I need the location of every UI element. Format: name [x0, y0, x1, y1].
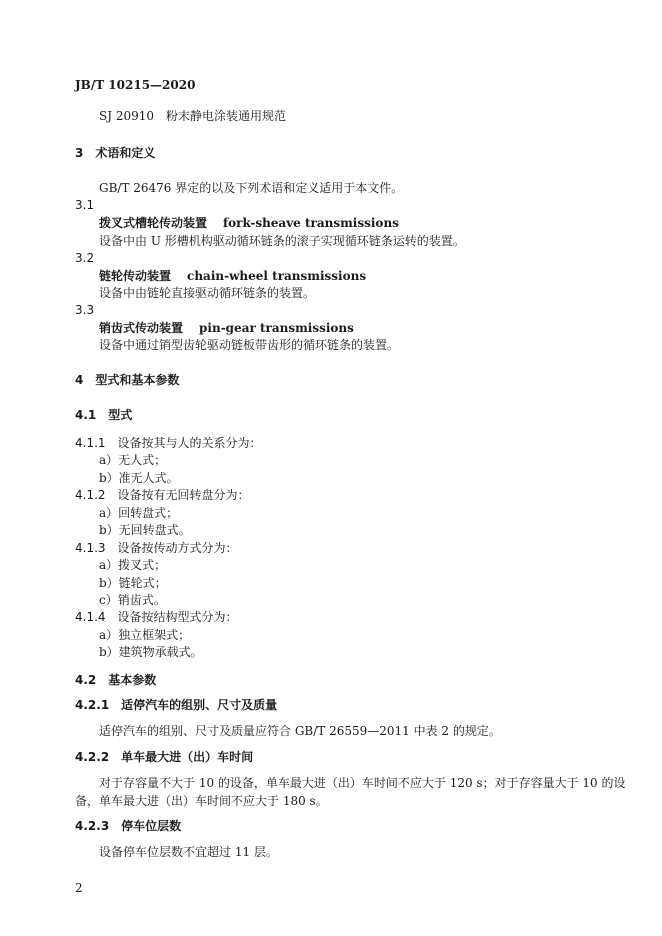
list-item: c）销齿式。 — [99, 593, 166, 607]
list-item: a）回转盘式； — [99, 506, 179, 520]
clause-4-2-2-line-1: 对于存容量不大于 10 的设备，单车最大进（出）车时间不应大于 120 s；对于存容量大于 10 的设 — [99, 776, 626, 790]
clause-4-2-3-heading: 4.2.3 停车位层数 — [75, 819, 182, 833]
clause-4-2-1-heading: 4.2.1 适停汽车的组别、尺寸及质量 — [75, 698, 278, 712]
standard-id: JB/T 10215—2020 — [75, 78, 196, 92]
clause-4-1-2: 4.1.2 设备按有无回转盘分为： — [75, 488, 250, 502]
section-4-2-heading: 4.2 基本参数 — [75, 673, 157, 687]
clause-4-2-2-line-2: 备，单车最大进（出）车时间不应大于 180 s。 — [75, 794, 328, 808]
clause-4-1-4: 4.1.4 设备按结构型式分为： — [75, 610, 238, 624]
list-item: b）准无人式。 — [99, 471, 179, 485]
term-definition: 设备中通过销型齿轮驱动链板带齿形的循环链条的装置。 — [99, 338, 400, 352]
list-item: b）无回转盘式。 — [99, 523, 191, 537]
list-item: a）无人式； — [99, 453, 167, 467]
clause-4-1-1: 4.1.1 设备按其与人的关系分为： — [75, 436, 262, 450]
ref-title: 粉末静电涂装通用规范 — [166, 109, 287, 123]
section-3-heading: 3 术语和定义 — [75, 146, 156, 160]
list-item: b）链轮式； — [99, 576, 167, 590]
clause-4-1-3: 4.1.3 设备按传动方式分为： — [75, 541, 238, 555]
clause-4-2-3-text: 设备停车位层数不宜超过 11 层。 — [99, 845, 278, 859]
clause-4-2-2-heading: 4.2.2 单车最大进（出）车时间 — [75, 750, 254, 764]
section-4-1-heading: 4.1 型式 — [75, 408, 133, 422]
term-number: 3.2 — [75, 251, 95, 265]
term-definition: 设备中由链轮直接驱动循环链条的装置。 — [99, 286, 316, 300]
ref-code: SJ 20910 — [99, 109, 155, 123]
page-number: 2 — [75, 881, 83, 895]
term-name: 销齿式传动装置 pin-gear transmissions — [99, 321, 354, 335]
section-4-heading: 4 型式和基本参数 — [75, 373, 180, 387]
term-definition: 设备中由 U 形槽机构驱动循环链条的滚子实现循环链条运转的装置。 — [99, 234, 465, 248]
term-number: 3.3 — [75, 303, 95, 317]
clause-4-2-1-text: 适停汽车的组别、尺寸及质量应符合 GB/T 26559—2011 中表 2 的规定。 — [99, 724, 501, 738]
section-3-intro: GB/T 26476 界定的以及下列术语和定义适用于本文件。 — [99, 181, 404, 195]
list-item: b）建筑物承载式。 — [99, 645, 203, 659]
term-name: 拨叉式槽轮传动装置 fork-sheave transmissions — [99, 216, 399, 230]
list-item: a）拨叉式； — [99, 558, 167, 572]
term-name: 链轮传动装置 chain-wheel transmissions — [99, 269, 367, 283]
list-item: a）独立框架式； — [99, 628, 191, 642]
normative-reference — [99, 108, 286, 124]
term-number: 3.1 — [75, 198, 95, 212]
